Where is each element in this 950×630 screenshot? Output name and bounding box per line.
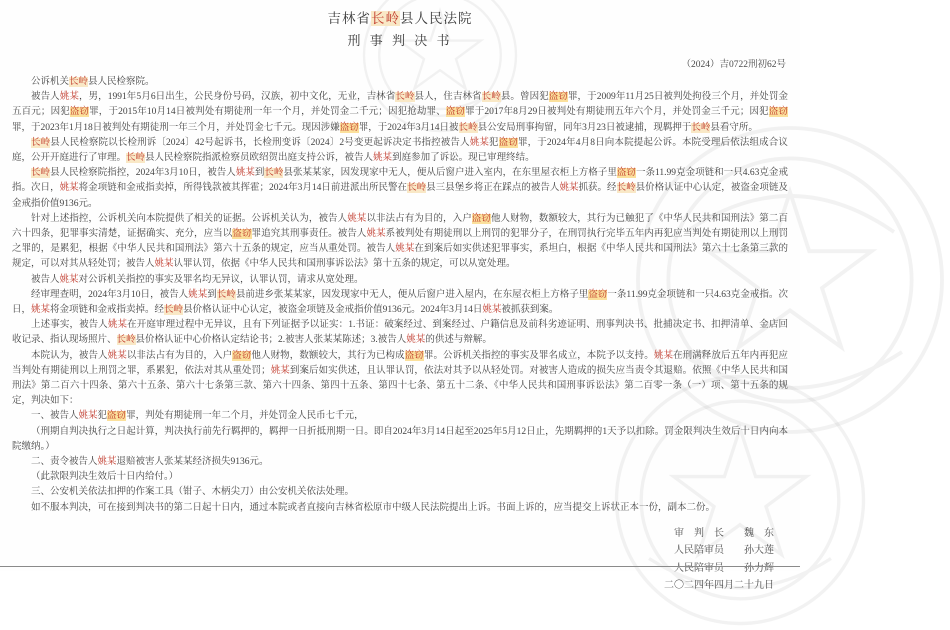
paragraph <box>12 273 788 288</box>
text-run: 罪，判处有期徒刑一年二个月，并处罚金人民币七千元， <box>126 411 364 422</box>
text-run: 将金项链和金戒指卖掉，所得钱款被其挥霍；2024年3月14日前进派出所民警在 <box>78 183 408 194</box>
text-run: 在开庭审理过程中无异议，且有下列证据予以证实：1.书证：破案经过、到案经过、户籍信息及前科劣迹证明、刑事判决书、批捕决定书、扣押清单、金店回收记录、指认现场照片、 <box>12 320 788 346</box>
highlighted-keyword: 盗窃 <box>404 350 424 361</box>
text-run: 退赔被害人张某某经济损失9136元。 <box>116 457 269 468</box>
paragraph <box>12 212 788 273</box>
text-run: 以非法占有为目的，入户 <box>126 350 233 361</box>
text-run: 罪，于2024年4月8日向本院提起公诉。本院受理后依法组成合议庭，公开开庭进行了审理。 <box>12 137 788 164</box>
highlighted-keyword: 姚某 <box>59 274 79 285</box>
text-run: 被抓获到案。 <box>501 305 559 316</box>
highlighted-keyword: 长岭 <box>116 335 136 346</box>
highlighted-keyword: 姚某 <box>107 320 128 331</box>
paragraph <box>12 349 788 410</box>
text-run: 县前进乡张某某家，因发现家中无人，便从后窗户进入屋内，在东屋衣柜上方格子里 <box>235 289 589 300</box>
highlighted-keyword: 姚某 <box>347 213 367 224</box>
text-run: 罪，于2009年11月25日被判处拘役三个月，并处罚金五百元；因犯 <box>12 92 788 118</box>
text-run: 到案后如实供述，且认罪认罚，依法对其予以从轻处罚。对被害人造成的损失应当责令其退赔。依照《中华人民共和国刑法》第二百六十四条、第六十五条、第六十七条第三款、第六十四条、第四十五条、第四十七条、第五十二条、《中华人民共和国刑事诉讼法》第二百零一条（一）项、第十五条的规定，判决如下： <box>12 365 788 407</box>
highlighted-keyword: 长岭 <box>31 168 51 179</box>
text-run: 罪追究其刑事责任。被告人 <box>251 229 367 240</box>
paragraph <box>12 409 788 424</box>
highlighted-keyword: 长岭 <box>164 305 184 316</box>
text-run: 县张某某家，因发现家中无人，便从后窗户进入室内，在东里屋衣柜上方格子里 <box>283 168 617 179</box>
highlighted-keyword: 长岭 <box>216 289 236 300</box>
text-run: 犯 <box>97 411 108 422</box>
highlighted-keyword: 盗窃 <box>69 107 90 118</box>
highlighted-keyword: 姚某 <box>31 305 51 316</box>
text-run: 如不服本判决，可在接到判决书的第二日起十日内，通过本院或者直接向吉林省松原市中级人民法院提出上诉。书面上诉的，应当提交上诉状正本一份，副本二份。 <box>31 502 716 513</box>
highlighted-keyword: 盗窃 <box>232 350 252 361</box>
highlighted-keyword: 盗窃 <box>588 289 608 300</box>
text-run: 犯 <box>489 137 499 148</box>
text-run: 的供述与辩解。 <box>425 335 492 346</box>
highlighted-keyword: 姚某 <box>107 350 127 361</box>
text-run: 一条11.99克金项链和一只4.63克金戒指。次日， <box>12 289 788 316</box>
signature-lines <box>0 525 774 578</box>
text-run: （此款限判决生效后十日内给付。） <box>31 472 179 483</box>
highlighted-keyword: 姚某 <box>406 335 426 346</box>
text-run: 被告人 <box>31 274 60 285</box>
paragraph <box>12 470 788 485</box>
highlighted-keyword: 盗窃 <box>445 107 466 118</box>
text-run: 认罪认罚，依据《中华人民共和国刑事诉讼法》第十五条的规定，可以从宽处理。 <box>173 259 516 270</box>
signature-line: 审 判 长 魏 东 <box>674 527 774 539</box>
highlighted-keyword: 姚某 <box>653 350 674 361</box>
document-body <box>12 75 788 516</box>
text-run: 他人财物，数额较大，其行为已构成 <box>251 350 405 361</box>
text-run: 将金项链和金戒指卖掉。经 <box>50 305 165 316</box>
highlighted-keyword: 姚某 <box>59 92 79 103</box>
text-run: 罪。公诉机关指控的事实及罪名成立，本院予以支持。 <box>423 350 654 361</box>
text-run: 县价格认证中心价格认定结论书；2.被害人张某某陈述；3.被告人 <box>135 335 407 346</box>
text-run: 县人民检察院以长检刑诉〔2024〕42号起诉书，长检刑变诉〔2024〕2号变更起诉决定书指控被告人 <box>50 137 470 148</box>
text-run: 他人财物，数额较大，其行为已触犯了《中华人民共和国刑法》第二百六十四条，犯罪事实清楚，证据确实、充分，应当以 <box>12 213 788 240</box>
highlighted-keyword: 盗窃 <box>471 213 491 224</box>
text-run: ，男，1991年5月6日出生，公民身份号码，汉族，初中文化，无业，吉林省 <box>78 92 396 103</box>
highlighted-keyword: 长岭 <box>691 122 711 133</box>
text-run: 系被判处有期徒刑以上刑罚的犯罪分子，在刑罚执行完毕五年内再犯应当判处有期徒刑以上刑罚之罪的，是累犯，根据《中华人民共和国刑法》第六十五条的规定，应当从重处罚。被告人 <box>12 229 788 255</box>
text-run: 罪，于2023年1月18日被判处有期徒刑一年三个月，并处罚金七千元。现因涉嫌 <box>12 122 340 133</box>
paragraph <box>12 455 788 470</box>
text-run: 县人民检察院。 <box>88 77 155 87</box>
highlighted-keyword: 盗窃 <box>548 92 568 103</box>
text-run: 县价格认证中心认定，被盗金项链及金戒指价值9136元。 <box>12 183 788 209</box>
document-type-title: 刑 事 判 决 书 <box>347 33 453 48</box>
text-run: 罪，于2015年10月14日被判处有期徒刑一年一个月，并处罚金二千元；因犯抢劫罪、 <box>89 107 446 118</box>
text-run: 被告人 <box>31 92 60 103</box>
text-run: 吉林省 <box>327 11 371 26</box>
case-number: （2024）吉0722刑初62号 <box>681 60 786 70</box>
text-run: 本院认为，被告人 <box>31 350 108 361</box>
highlighted-keyword: 长岭 <box>371 11 400 26</box>
text-run: 在到案后如实供述犯罪事实，系坦白，根据《中华人民共和国刑法》第六十七条第三款的规定，可以对其从轻处罚；被告人 <box>12 244 788 270</box>
judgment-date: 二〇二四年四月二十九日 <box>664 580 774 592</box>
highlighted-keyword: 长岭 <box>69 77 89 87</box>
highlighted-keyword: 姚某 <box>373 153 393 164</box>
text-run: 一、被告人 <box>31 411 79 422</box>
paragraph <box>12 485 788 500</box>
text-run: 县人，住吉林省 <box>414 92 482 103</box>
paragraph <box>12 288 788 318</box>
text-run: 到 <box>207 289 217 300</box>
text-run: 县价格认证中心认定，被盗金项链及金戒指价值9136元。2024年3月14日 <box>183 305 483 316</box>
paragraph <box>12 501 788 516</box>
text-run: 公诉机关 <box>31 77 70 87</box>
paragraph <box>12 75 788 90</box>
signature-block <box>0 525 800 595</box>
text-run: 以非法占有为目的，入户 <box>366 213 472 224</box>
text-run: 罪于2017年8月29日被判处有期徒刑五年六个月，并处罚金三千元；因犯 <box>465 107 769 118</box>
text-run: 经审理查明，2024年3月10日，被告人 <box>31 289 189 300</box>
highlighted-keyword: 盗窃 <box>232 229 252 240</box>
highlighted-keyword: 长岭 <box>264 168 284 179</box>
highlighted-keyword: 姚某 <box>154 259 174 270</box>
highlighted-keyword: 姚某 <box>78 411 98 422</box>
text-run: 到 <box>254 168 265 179</box>
text-run: 县看守所。 <box>710 122 758 133</box>
highlighted-keyword: 长岭 <box>126 153 146 164</box>
highlighted-keyword: 长岭 <box>616 183 636 194</box>
text-run: 针对上述指控，公诉机关向本院提供了相关的证据。公诉机关认为，被告人 <box>31 213 348 224</box>
text-run: 罪，于2024年3月14日被 <box>358 122 459 133</box>
signature-line: 人民陪审员 孙力辉 <box>674 562 774 574</box>
page-bottom-edge <box>0 566 800 567</box>
highlighted-keyword: 姚某 <box>235 168 255 179</box>
highlighted-keyword: 姚某 <box>366 229 386 240</box>
text-run: 上述事实，被告人 <box>31 320 108 331</box>
text-run: 县三县堡乡将正在踩点的被告人 <box>426 183 560 194</box>
paragraph <box>12 166 788 212</box>
text-run: 三、公安机关依法扣押的作案工具（钳子、木柄尖刀）由公安机关依法处理。 <box>31 487 355 498</box>
paragraph <box>12 90 788 136</box>
text-run: （刑期自判决执行之日起计算，判决执行前先行羁押的，羁押一日折抵刑期一日。即自2024年3月14日起至2025年5月12日止，先期羁押的1天予以扣除。罚金限判决生效后十日内向本院缴纳。） <box>12 426 788 452</box>
signature-line: 人民陪审员 孙大莲 <box>674 545 774 557</box>
highlighted-keyword: 盗窃 <box>616 168 636 179</box>
highlighted-keyword: 长岭 <box>395 92 415 103</box>
highlighted-keyword: 姚某 <box>395 244 415 255</box>
highlighted-keyword: 长岭 <box>407 183 427 194</box>
text-run: 抓获。经 <box>578 183 617 194</box>
text-run: 县公安局刑事拘留，同年3月23日被逮捕，现羁押于 <box>477 122 692 133</box>
highlighted-keyword: 盗窃 <box>768 107 788 118</box>
highlighted-keyword: 姚某 <box>59 183 79 194</box>
court-name <box>0 0 800 27</box>
highlighted-keyword: 姚某 <box>97 457 117 468</box>
highlighted-keyword: 姚某 <box>559 183 579 194</box>
highlighted-keyword: 盗窃 <box>339 122 359 133</box>
paragraph <box>12 136 788 166</box>
text-run: 二、责令被告人 <box>31 457 98 468</box>
highlighted-keyword: 盗窃 <box>498 137 518 148</box>
text-run: 对公诉机关指控的事实及罪名均无异议，认罪认罚，请求从宽处理。 <box>78 274 364 285</box>
text-run: 县人民检察院指派检察员欧绍贺出庭支持公诉，被告人 <box>145 153 374 164</box>
text-run: 县人民检察院指控，2024年3月10日，被告人 <box>50 168 236 179</box>
text-run: 县人民法院 <box>400 11 473 26</box>
text-run: 在刑满释放后五年内再犯应当判处有期徒刑以上刑罚之罪，系累犯，依法对其从重处罚； <box>12 350 788 376</box>
highlighted-keyword: 姚某 <box>270 365 290 376</box>
highlighted-keyword: 姚某 <box>469 137 490 148</box>
highlighted-keyword: 盗窃 <box>107 411 127 422</box>
text-run: 一条11.99克金项链和一只4.63克金戒指。次日， <box>12 168 788 194</box>
paragraph <box>12 425 788 455</box>
paragraph <box>12 318 788 348</box>
highlighted-keyword: 姚某 <box>188 289 208 300</box>
highlighted-keyword: 长岭 <box>458 122 478 133</box>
text-run: 县。曾因犯 <box>500 92 549 103</box>
highlighted-keyword: 长岭 <box>481 92 501 103</box>
highlighted-keyword: 姚某 <box>482 305 502 316</box>
highlighted-keyword: 长岭 <box>31 137 51 148</box>
text-run: 到庭参加了诉讼。现已审理终结。 <box>392 153 535 164</box>
